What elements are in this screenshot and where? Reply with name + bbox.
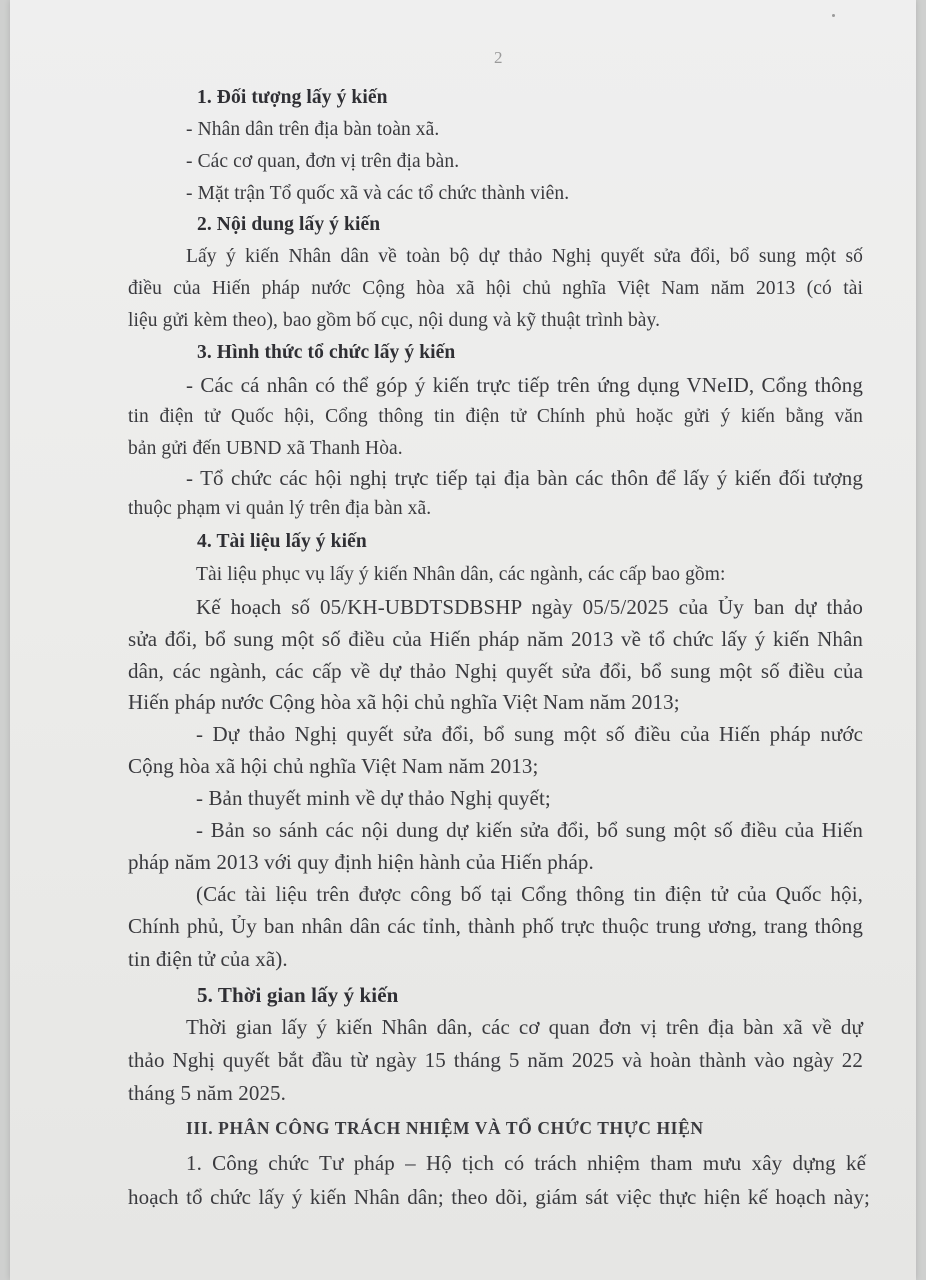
doc-line: - Dự thảo Nghị quyết sửa đổi, bổ sung một số điều của Hiến pháp nước (196, 722, 863, 746)
page-speck (832, 14, 835, 17)
heading-tai-lieu: 4. Tài liệu lấy ý kiến (197, 531, 367, 552)
doc-line: - Các cơ quan, đơn vị trên địa bàn. (186, 151, 460, 172)
doc-line: Thời gian lấy ý kiến Nhân dân, các cơ quan đơn vị trên địa bàn xã về dự (186, 1015, 863, 1039)
doc-line: Lấy ý kiến Nhân dân về toàn bộ dự thảo Nghị quyết sửa đổi, bổ sung một số (186, 246, 863, 267)
doc-line: pháp năm 2013 với quy định hiện hành của Hiến pháp. (128, 850, 594, 874)
doc-line: Kế hoạch số 05/KH-UBDTSDBSHP ngày 05/5/2025 của Ủy ban dự thảo (196, 595, 863, 619)
doc-line: - Tổ chức các hội nghị trực tiếp tại địa bàn các thôn để lấy ý kiến đối tượng (186, 466, 863, 490)
doc-line: thuộc phạm vi quản lý trên địa bàn xã. (128, 498, 432, 519)
heading-doi-tuong: 1. Đối tượng lấy ý kiến (197, 87, 388, 108)
doc-line: Cộng hòa xã hội chủ nghĩa Việt Nam năm 2013; (128, 754, 539, 778)
doc-line: - Các cá nhân có thể góp ý kiến trực tiếp trên ứng dụng VNeID, Cổng thông (186, 373, 863, 397)
doc-line: tin điện tử Quốc hội, Cổng thông tin điện tử Chính phủ hoặc gửi ý kiến bằng văn (128, 406, 863, 427)
doc-line: sửa đổi, bổ sung một số điều của Hiến pháp năm 2013 về tổ chức lấy ý kiến Nhân (128, 627, 863, 651)
heading-phan-cong: III. PHÂN CÔNG TRÁCH NHIỆM VÀ TỔ CHỨC THỰC HIỆN (186, 1118, 704, 1138)
heading-hinh-thuc: 3. Hình thức tổ chức lấy ý kiến (197, 342, 456, 363)
doc-line: - Mặt trận Tổ quốc xã và các tổ chức thành viên. (186, 183, 570, 204)
doc-line: - Nhân dân trên địa bàn toàn xã. (186, 119, 440, 140)
doc-line: Chính phủ, Ủy ban nhân dân các tỉnh, thành phố trực thuộc trung ương, trang thông (128, 914, 863, 938)
doc-line: dân, các ngành, các cấp về dự thảo Nghị quyết sửa đổi, bổ sung một số điều của (128, 659, 863, 683)
document-page (10, 0, 916, 1280)
doc-line: bản gửi đến UBND xã Thanh Hòa. (128, 438, 403, 459)
doc-line: Hiến pháp nước Cộng hòa xã hội chủ nghĩa Việt Nam năm 2013; (128, 690, 680, 714)
doc-line: tin điện tử của xã). (128, 947, 288, 971)
doc-line: thảo Nghị quyết bắt đầu từ ngày 15 tháng 5 năm 2025 và hoàn thành vào ngày 22 (128, 1048, 863, 1072)
heading-noi-dung: 2. Nội dung lấy ý kiến (197, 214, 381, 235)
doc-line: - Bản thuyết minh về dự thảo Nghị quyết; (196, 786, 551, 810)
page-number: 2 (494, 48, 503, 67)
heading-thoi-gian: 5. Thời gian lấy ý kiến (197, 983, 399, 1007)
doc-line: điều của Hiến pháp nước Cộng hòa xã hội chủ nghĩa Việt Nam năm 2013 (có tài (128, 278, 863, 299)
doc-line: liệu gửi kèm theo), bao gồm bố cục, nội dung và kỹ thuật trình bày. (128, 310, 661, 331)
doc-line: - Bản so sánh các nội dung dự kiến sửa đổi, bổ sung một số điều của Hiến (196, 818, 863, 842)
doc-line: hoạch tổ chức lấy ý kiến Nhân dân; theo dõi, giám sát việc thực hiện kế hoạch này; (128, 1185, 870, 1209)
doc-line: 1. Công chức Tư pháp – Hộ tịch có trách nhiệm tham mưu xây dựng kế (186, 1151, 866, 1175)
doc-line: (Các tài liệu trên được công bố tại Cổng thông tin điện tử của Quốc hội, (196, 882, 863, 906)
doc-line: tháng 5 năm 2025. (128, 1081, 287, 1105)
doc-line: Tài liệu phục vụ lấy ý kiến Nhân dân, các ngành, các cấp bao gồm: (196, 564, 726, 585)
